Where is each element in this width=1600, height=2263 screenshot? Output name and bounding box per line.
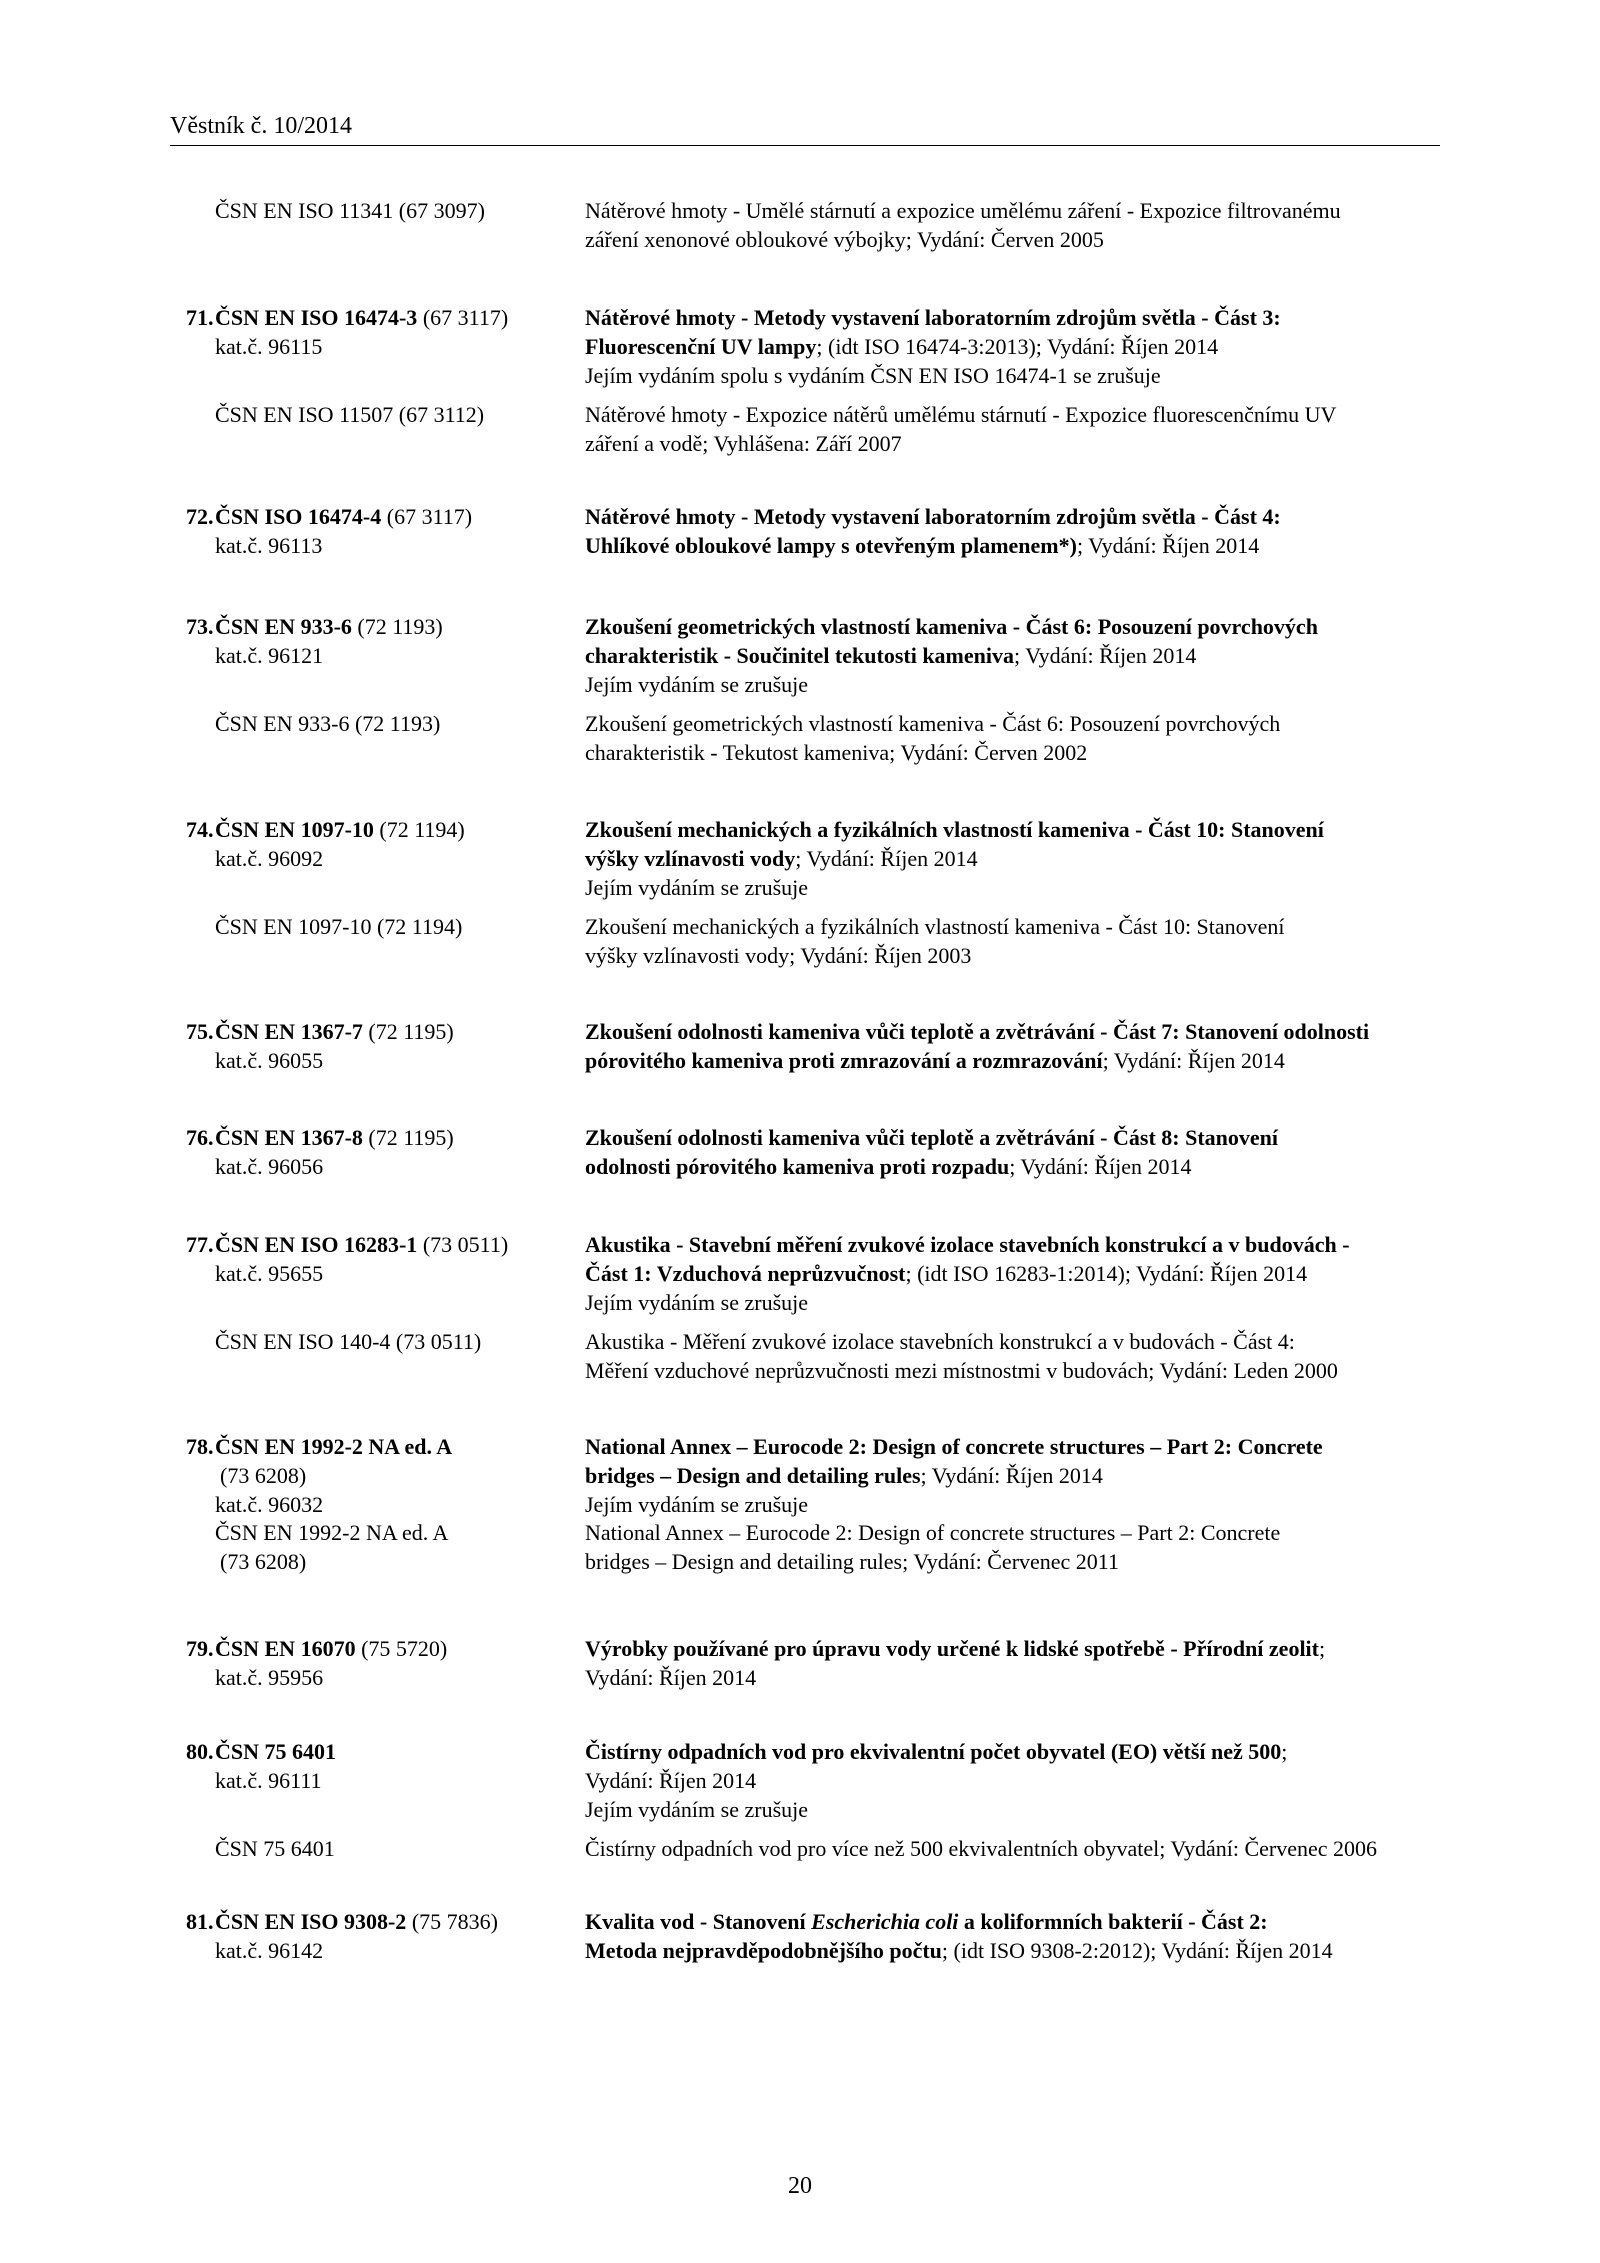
standard-code-column [215,196,575,225]
standard-title-text: ; Vydání: Říjen 2014 [795,846,978,871]
standard-title-column [585,196,1445,254]
replaced-standard-title-line: charakteristik - Tekutost kameniva; Vydání: Červen 2002 [585,740,1088,765]
standard-code-class: ČSN EN ISO 11341 (67 3097) [215,198,485,223]
standard-title-bold: a koliformních bakterií - Část 2: [958,1909,1268,1934]
standard-title-column [585,1017,1445,1075]
standard-code-column [215,303,575,361]
standard-code [215,1432,575,1461]
entry-number: 78. [186,1434,214,1459]
standard-title-line [585,612,1445,641]
page-number: 20 [788,2173,812,2199]
replaced-standard-code: ČSN EN 1992-2 NA ed. A [215,1520,449,1545]
standard-code-bold: ČSN EN 1097-10 [215,817,374,842]
replacement-note: Jejím vydáním se zrušuje [585,672,809,697]
catalog-number: kat.č. 96111 [215,1768,322,1793]
standard-title-column [585,1123,1445,1181]
standard-title-line [585,1123,1445,1152]
standard-code-column [215,1017,575,1075]
standard-title-line [585,1152,1445,1181]
standard-code-class: (67 3117) [381,504,473,529]
standard-title-column [585,1634,1445,1692]
standard-code [215,196,575,225]
replacement-note: Jejím vydáním se zrušuje [585,1797,809,1822]
replaced-standard-title-line: Nátěrové hmoty - Expozice nátěrů umělému stárnutí - Expozice fluorescenčnímu UV [585,402,1337,427]
standard-code-class: (73 0511) [417,1232,509,1257]
standard-code-column [215,1737,575,1795]
replacement-note: Jejím vydáním spolu s vydáním ČSN EN ISO 16474-1 se zrušuje [585,363,1161,388]
catalog-number: kat.č. 96113 [215,533,323,558]
standard-title-line [585,225,1445,254]
standard-code-column [215,1907,575,1965]
entry-number: 76. [186,1125,214,1150]
standard-title-line [585,531,1445,560]
standard-title-text: ; Vydání: Říjen 2014 [1102,1048,1285,1073]
replaced-standard-code-column [215,400,575,429]
standard-code-class: (72 1195) [362,1019,454,1044]
replacement-note: Jejím vydáním se zrušuje [585,1290,809,1315]
standard-title-bold: National Annex – Eurocode 2: Design of concrete structures – Part 2: Concrete [585,1434,1323,1459]
entry-number: 72. [186,504,214,529]
standard-code-bold: ČSN EN ISO 16474-3 [215,305,418,330]
replaced-standard-title-line: výšky vzlínavosti vody; Vydání: Říjen 2003 [585,943,972,968]
catalog-number: kat.č. 96056 [215,1154,324,1179]
standard-title-text: ; (idt ISO 16283-1:2014); Vydání: Říjen 2014 [905,1261,1308,1286]
replaced-standard-code: ČSN EN ISO 11507 (67 3112) [215,402,485,427]
standard-code-column [215,1432,575,1519]
standard-code-class: (72 1193) [351,614,443,639]
standard-code [215,1634,575,1663]
standard-title-bold: bridges – Design and detailing rules [585,1463,921,1488]
standard-title-text: záření xenonové obloukové výbojky; Vydání: Červen 2005 [585,227,1104,252]
standard-title-column [585,303,1445,390]
replacement-note: Jejím vydáním se zrušuje [585,875,809,900]
standard-title-italic: Escherichia coli [811,1909,959,1934]
replacement-note: Jejím vydáním se zrušuje [585,1492,809,1517]
standard-code-column [215,612,575,670]
standard-title-line [585,1907,1445,1936]
standard-title-text: Nátěrové hmoty - Umělé stárnutí a expozice umělému záření - Expozice filtrovanému [585,198,1341,223]
standard-title-line [585,1936,1445,1965]
standard-title-column [585,815,1445,902]
standard-title-text: Vydání: Říjen 2014 [585,1768,757,1793]
standard-title-bold: Nátěrové hmoty - Metody vystavení laboratorním zdrojům světla - Část 4: [585,504,1281,529]
catalog-number: kat.č. 95655 [215,1261,324,1286]
standard-title-line [585,844,1445,873]
replaced-standard-title-column [585,709,1445,767]
standard-title-line [585,1230,1445,1259]
replaced-standard-title-line: Čistírny odpadních vod pro více než 500 ekvivalentních obyvatel; Vydání: Červenec 2006 [585,1836,1378,1861]
standard-title-bold: charakteristik - Součinitel tekutosti kameniva [585,643,1014,668]
catalog-number: kat.č. 96032 [215,1492,324,1517]
standard-code-bold: ČSN ISO 16474-4 [215,504,382,529]
standard-title-bold: odolnosti pórovitého kameniva proti rozpadu [585,1154,1010,1179]
entry-number: 75. [186,1019,214,1044]
replaced-standard-title-column [585,912,1445,970]
catalog-number: kat.č. 96121 [215,643,324,668]
header-divider [170,145,1440,146]
standard-title-bold: pórovitého kameniva proti zmrazování a rozmrazování [585,1048,1103,1073]
standard-title-text: Vydání: Říjen 2014 [585,1665,757,1690]
standard-title-bold: Čistírny odpadních vod pro ekvivalentní počet obyvatel (EO) větší než 500 [585,1739,1282,1764]
replaced-standard-title-line: National Annex – Eurocode 2: Design of concrete structures – Part 2: Concrete [585,1520,1281,1545]
entry-number: 79. [186,1636,214,1661]
standard-title-bold: výšky vzlínavosti vody [585,846,796,871]
standard-code-class: (67 3117) [417,305,509,330]
standard-code [215,1907,575,1936]
standard-title-column [585,1907,1445,1965]
standard-title-text: ; Vydání: Říjen 2014 [1009,1154,1192,1179]
standard-code [215,1123,575,1152]
standard-title-line [585,303,1445,332]
standard-code-column [215,1123,575,1181]
standard-title-bold: Zkoušení odolnosti kameniva vůči teplotě a zvětrávání - Část 7: Stanovení odolnosti [585,1019,1370,1044]
standard-title-column [585,1230,1445,1317]
standard-title-bold: Zkoušení geometrických vlastností kameniva - Část 6: Posouzení povrchových [585,614,1318,639]
replaced-standard-title-column [585,1834,1445,1863]
standard-title-bold: Metoda nejpravděpodobnějšího počtu [585,1938,942,1963]
replaced-standard-title-line: bridges – Design and detailing rules; Vydání: Červenec 2011 [585,1549,1119,1574]
standard-code-class: (72 1195) [362,1125,454,1150]
standard-title-bold: Fluorescenční UV lampy [585,334,817,359]
standard-title-line [585,1634,1445,1663]
standard-title-bold: Výrobky používané pro úpravu vody určené k lidské spotřebě - Přírodní zeolit [585,1636,1319,1661]
standard-title-bold: Kvalita vod - Stanovení [585,1909,812,1934]
standard-code-column [215,1634,575,1692]
standard-title-line [585,815,1445,844]
standard-code [215,1737,575,1766]
standard-title-text: ; Vydání: Říjen 2014 [1076,533,1260,558]
replaced-standard-title-column [585,1327,1445,1385]
standard-code-bold: ČSN EN ISO 9308-2 [215,1909,407,1934]
replaced-standard-code: ČSN EN 1097-10 (72 1194) [215,914,463,939]
replaced-standard-code: ČSN 75 6401 [215,1836,335,1861]
standard-title-line [585,1259,1445,1288]
standard-title-bold: Akustika - Stavební měření zvukové izolace stavebních konstrukcí a v budovách - [585,1232,1350,1257]
standard-title-text: ; [1319,1636,1326,1661]
standard-code [215,612,575,641]
standard-title-line [585,1766,1445,1795]
replaced-standard-title-column [585,400,1445,458]
standard-title-line [585,1432,1445,1461]
replaced-standard-code-column [215,912,575,941]
replaced-standard-code-column [215,1327,575,1356]
entry-number: 71. [186,305,214,330]
standard-code [215,1230,575,1259]
standard-title-column [585,612,1445,699]
standard-title-text: ; (idt ISO 16474-3:2013); Vydání: Říjen 2014 [816,334,1219,359]
catalog-number: kat.č. 96142 [215,1938,324,1963]
entry-number: 80. [186,1739,214,1764]
standard-title-bold: Uhlíkové obloukové lampy s otevřeným plamenem*) [585,533,1077,558]
standard-title-line [585,641,1445,670]
entry-number: 73. [186,614,214,639]
replaced-standard-code-column [215,1518,575,1576]
standard-title-line [585,1461,1445,1490]
standard-title-column [585,1737,1445,1824]
standard-code-class: (75 7836) [406,1909,498,1934]
standard-title-line [585,1663,1445,1692]
standard-code-bold: ČSN EN 1992-2 NA ed. A [215,1434,453,1459]
replaced-standard-title-column [585,1518,1445,1576]
replaced-standard-code-column [215,1834,575,1863]
standard-code-bold: ČSN EN 16070 [215,1636,356,1661]
standard-code-class: (73 6208) [220,1463,307,1488]
standard-title-bold: Zkoušení odolnosti kameniva vůči teplotě a zvětrávání - Část 8: Stanovení [585,1125,1279,1150]
standard-code-bold: ČSN EN ISO 16283-1 [215,1232,418,1257]
standard-title-line [585,1017,1445,1046]
replaced-standard-class: (73 6208) [220,1549,307,1574]
standard-code [215,815,575,844]
standard-code-bold: ČSN EN 1367-7 [215,1019,363,1044]
standard-title-bold: Část 1: Vzduchová neprůzvučnost [585,1261,906,1286]
replaced-standard-title-line: záření a vodě; Vyhlášena: Září 2007 [585,431,902,456]
replaced-standard-code: ČSN EN 933-6 (72 1193) [215,711,441,736]
standard-code-bold: ČSN EN 1367-8 [215,1125,363,1150]
catalog-number: kat.č. 95956 [215,1665,324,1690]
standard-title-bold: Zkoušení mechanických a fyzikálních vlastností kameniva - Část 10: Stanovení [585,817,1324,842]
standard-title-text: ; (idt ISO 9308-2:2012); Vydání: Říjen 2014 [941,1938,1333,1963]
replaced-standard-title-line: Zkoušení mechanických a fyzikálních vlastností kameniva - Část 10: Stanovení [585,914,1285,939]
standard-code-column [215,815,575,873]
standard-title-column [585,1432,1445,1519]
entry-number: 81. [186,1909,214,1934]
replaced-standard-code: ČSN EN ISO 140-4 (73 0511) [215,1329,482,1354]
catalog-number: kat.č. 96055 [215,1048,324,1073]
standard-code [215,1017,575,1046]
standard-code-column [215,502,575,560]
standard-code-class: (72 1194) [373,817,465,842]
standard-title-line [585,1737,1445,1766]
replaced-standard-code-column [215,709,575,738]
standard-code-bold: ČSN 75 6401 [215,1739,337,1764]
standard-title-bold: Nátěrové hmoty - Metody vystavení laboratorním zdrojům světla - Část 3: [585,305,1281,330]
entry-number: 77. [186,1232,214,1257]
page-header-title: Věstník č. 10/2014 [170,113,352,139]
standard-title-line [585,502,1445,531]
standard-title-text: ; Vydání: Říjen 2014 [920,1463,1103,1488]
catalog-number: kat.č. 96115 [215,334,323,359]
replaced-standard-title-line: Měření vzduchové neprůzvučnosti mezi místnostmi v budovách; Vydání: Leden 2000 [585,1358,1338,1383]
standard-title-line [585,1046,1445,1075]
entry-number: 74. [186,817,214,842]
standard-title-text: ; [1281,1739,1288,1764]
standard-code-class: (75 5720) [355,1636,448,1661]
standard-title-text: ; Vydání: Říjen 2014 [1014,643,1197,668]
standard-title-line [585,332,1445,361]
standard-code-column [215,1230,575,1288]
standard-title-column [585,502,1445,560]
replaced-standard-title-line: Zkoušení geometrických vlastností kameniva - Část 6: Posouzení povrchových [585,711,1281,736]
replaced-standard-title-line: Akustika - Měření zvukové izolace stavebních konstrukcí a v budovách - Část 4: [585,1329,1295,1354]
catalog-number: kat.č. 96092 [215,846,324,871]
standard-code [215,502,575,531]
standard-title-line [585,196,1445,225]
standard-code [215,303,575,332]
standard-code-bold: ČSN EN 933-6 [215,614,352,639]
